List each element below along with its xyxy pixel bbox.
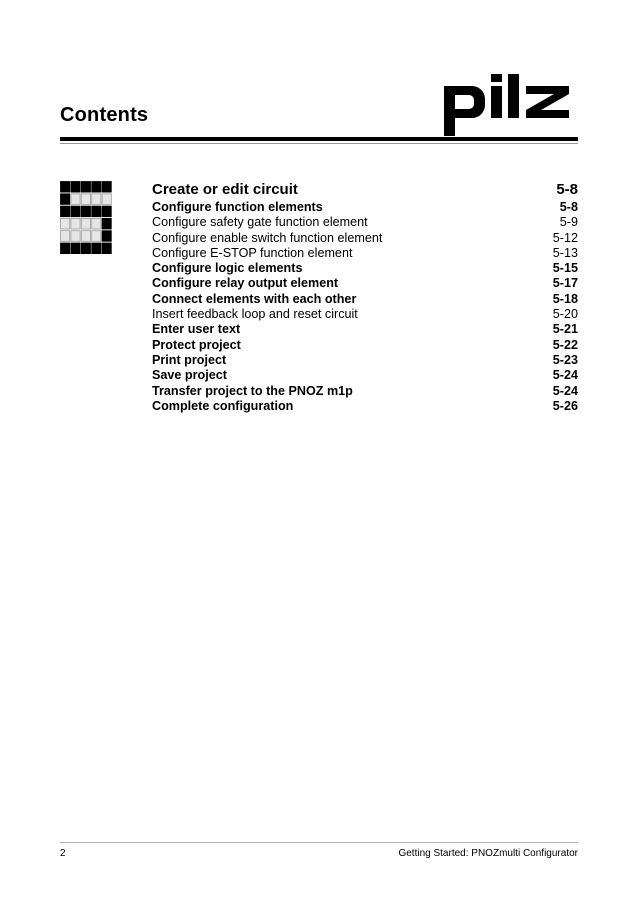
grid-cell — [61, 182, 70, 193]
toc-entry[interactable] — [152, 261, 578, 276]
grid-cell — [81, 243, 90, 254]
grid-cell — [102, 206, 111, 217]
toc-entry-page: 5-9 — [559, 215, 578, 230]
grid-cell — [92, 218, 101, 229]
toc-entry[interactable] — [152, 353, 578, 368]
grid-cell — [102, 231, 111, 242]
toc-entry[interactable] — [152, 384, 578, 399]
toc-entry-page: 5-13 — [552, 245, 578, 260]
grid-cell — [81, 231, 90, 242]
toc-entry[interactable] — [152, 399, 578, 414]
toc-entry-page: 5-21 — [552, 322, 578, 337]
grid-cell — [102, 243, 111, 254]
toc-entry-page: 5-12 — [552, 230, 578, 245]
toc-entry-page: 5-20 — [552, 307, 578, 322]
grid-cell — [61, 218, 70, 229]
toc-entry-label: Protect project — [152, 337, 241, 352]
grid-cell — [92, 243, 101, 254]
toc-entry-page: 5-24 — [552, 368, 578, 383]
toc-entry-label: Insert feedback loop and reset circuit — [152, 307, 358, 322]
grid-cell — [61, 206, 70, 217]
toc-entry-label: Configure logic elements — [152, 261, 303, 276]
grid-cell — [71, 218, 80, 229]
title-rule-secondary — [60, 143, 578, 144]
toc-entry-label: Save project — [152, 368, 227, 383]
grid-cell — [102, 218, 111, 229]
grid-cell — [81, 194, 90, 205]
grid-cell — [92, 194, 101, 205]
grid-cell — [61, 194, 70, 205]
grid-cell — [92, 206, 101, 217]
grid-cell — [61, 231, 70, 242]
grid-cell — [71, 194, 80, 205]
toc-entry-page: 5-15 — [552, 261, 578, 276]
toc-entry[interactable] — [152, 200, 578, 215]
toc-entry[interactable] — [152, 338, 578, 353]
toc-entry-label: Print project — [152, 352, 227, 367]
toc-entry-page: 5-8 — [559, 200, 578, 214]
grid-cell — [81, 218, 90, 229]
toc-entry-label: Configure relay output element — [152, 276, 339, 291]
toc-entry-page: 5-23 — [552, 352, 578, 367]
grid-cell — [71, 206, 80, 217]
toc-entry[interactable] — [152, 307, 578, 322]
footer-rule — [60, 842, 578, 843]
toc-entry-label: Configure enable switch function element — [152, 230, 383, 245]
grid-cell — [71, 243, 80, 254]
toc-entry[interactable] — [152, 231, 578, 246]
toc-entry-label: Complete configuration — [152, 398, 294, 413]
pilz-logo — [444, 74, 578, 136]
table-of-contents — [152, 180, 578, 414]
grid-cell — [81, 206, 90, 217]
toc-entry[interactable] — [152, 215, 578, 230]
grid-cell — [92, 182, 101, 193]
toc-entry-page: 5-18 — [552, 291, 578, 306]
page-title: Contents — [60, 104, 149, 126]
toc-entry[interactable] — [152, 246, 578, 261]
grid-cell — [92, 231, 101, 242]
grid-cell — [102, 194, 111, 205]
toc-entry-page: 5-22 — [552, 337, 578, 352]
chapter-grid-icon — [60, 181, 112, 257]
grid-cell — [71, 231, 80, 242]
document-title: Getting Started: PNOZmulti Configurator — [398, 848, 578, 859]
toc-entry-label: Configure function elements — [152, 200, 323, 214]
title-rule — [60, 137, 578, 141]
toc-entry-label: Configure E-STOP function element — [152, 245, 353, 260]
toc-entry[interactable] — [152, 292, 578, 307]
toc-entry[interactable] — [152, 322, 578, 337]
grid-cell — [102, 182, 111, 193]
toc-entry[interactable] — [152, 368, 578, 383]
toc-entry-page: 5-24 — [552, 383, 578, 398]
toc-entry-page: 5-8 — [556, 181, 578, 198]
toc-entry-label: Connect elements with each other — [152, 291, 357, 306]
toc-entry[interactable] — [152, 180, 578, 200]
grid-cell — [61, 243, 70, 254]
toc-entry-label: Create or edit circuit — [152, 181, 298, 198]
grid-cell — [71, 182, 80, 193]
toc-entry-page: 5-17 — [552, 276, 578, 291]
toc-entry-label: Transfer project to the PNOZ m1p — [152, 383, 353, 398]
toc-entry[interactable] — [152, 276, 578, 291]
toc-entry-label: Configure safety gate function element — [152, 215, 368, 230]
toc-entry-label: Enter user text — [152, 322, 241, 337]
toc-entry-page: 5-26 — [552, 398, 578, 413]
page-number: 2 — [60, 848, 66, 859]
grid-cell — [81, 182, 90, 193]
